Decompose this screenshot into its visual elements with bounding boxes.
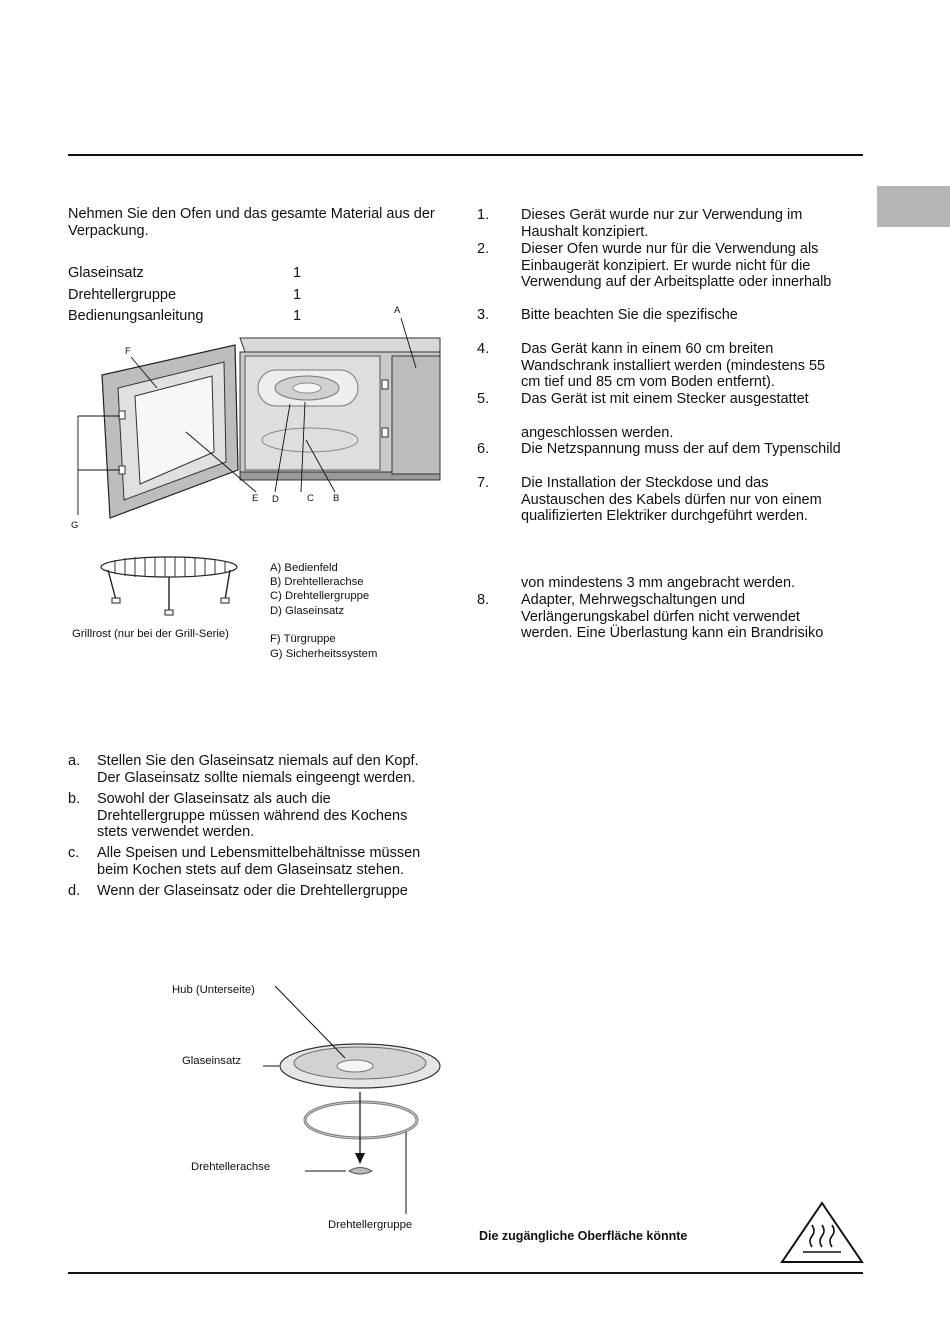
legend-item: G) Sicherheitssystem — [270, 648, 378, 660]
install-line: Wandschrank installiert werden (mindestens 55 — [521, 357, 826, 374]
install-line: werden. Eine Überlastung kann ein Brandrisiko — [521, 625, 824, 642]
legend-item: B) Drehtellerachse — [270, 576, 364, 588]
install-number: 6. — [477, 441, 490, 457]
oven-label-e: E — [252, 493, 259, 504]
note-line: stets verwendet werden. — [97, 824, 255, 841]
install-number: 2. — [477, 241, 490, 257]
install-line: qualifizierten Elektriker durchgeführt werden. — [521, 508, 808, 525]
oven-label-f: F — [125, 346, 131, 357]
note-line: Alle Speisen und Lebensmittelbehältnisse müssen — [97, 845, 421, 861]
legend-item: A) Bedienfeld — [270, 562, 338, 574]
install-number: 4. — [477, 341, 490, 357]
install-line: Adapter, Mehrwegschaltungen und — [521, 592, 746, 608]
axle-label: Drehtellerachse — [191, 1161, 271, 1173]
install-line: Dieses Gerät wurde nur zur Verwendung im — [521, 207, 803, 223]
part-qty: 1 — [293, 287, 302, 303]
install-line: von mindestens 3 mm angebracht werden. — [521, 574, 796, 591]
install-line: Das Gerät ist mit einem Stecker ausgestattet — [521, 391, 809, 407]
install-line: Einbaugerät konzipiert. Er wurde nicht für die — [521, 257, 811, 274]
oven-label-a: A — [394, 305, 401, 316]
install-line: Das Gerät kann in einem 60 cm breiten — [521, 341, 774, 357]
legend-item: F) Türgruppe — [270, 633, 336, 645]
glass-note-marker: d. — [68, 883, 81, 899]
install-line: Verlängerungskabel dürfen nicht verwendet — [521, 608, 800, 625]
glass-label: Glaseinsatz — [182, 1055, 242, 1067]
note-line: beim Kochen stets auf dem Glaseinsatz stehen. — [97, 861, 405, 878]
note-line: Wenn der Glaseinsatz oder die Drehtellergruppe — [97, 883, 408, 899]
note-line: Stellen Sie den Glaseinsatz niemals auf den Kopf. — [97, 753, 419, 769]
install-line: Die Netzspannung muss der auf dem Typenschild — [521, 441, 841, 457]
oven-label-b: B — [333, 493, 340, 504]
note-line: Drehtellergruppe müssen während des Kochens — [97, 807, 408, 824]
legend-item: D) Glaseinsatz — [270, 605, 345, 617]
install-line: Verwendung auf der Arbeitsplatte oder innerhalb — [521, 274, 832, 291]
oven-label-c: C — [307, 493, 314, 504]
install-number: 1. — [477, 207, 490, 223]
install-number: 3. — [477, 307, 490, 323]
install-line: angeschlossen werden. — [521, 424, 674, 441]
part-name: Drehtellergruppe — [68, 287, 177, 303]
part-name: Bedienungsanleitung — [68, 308, 204, 324]
install-line: Dieser Ofen wurde nur für die Verwendung als — [521, 241, 819, 257]
install-number: 5. — [477, 391, 490, 407]
glass-note-marker: a. — [68, 753, 81, 769]
part-qty: 1 — [293, 265, 302, 281]
part-qty: 1 — [293, 308, 302, 324]
install-number: 7. — [477, 475, 490, 491]
legend-item: C) Drehtellergruppe — [270, 590, 370, 602]
oven-label-g: G — [71, 520, 79, 531]
glass-note-marker: b. — [68, 791, 81, 807]
part-name: Glaseinsatz — [68, 265, 144, 281]
install-line: Haushalt konzipiert. — [521, 223, 649, 240]
glass-note-marker: c. — [68, 845, 80, 861]
note-line: Sowohl der Glaseinsatz als auch die — [97, 791, 331, 807]
grill-caption: Grillrost (nur bei der Grill-Serie) — [72, 628, 229, 640]
oven-label-d: D — [272, 494, 279, 505]
turntable-group-label: Drehtellergruppe — [328, 1219, 413, 1231]
unpack-intro: Nehmen Sie den Ofen und das gesamte Material aus der Verpackung. — [68, 206, 435, 239]
hot-surface-warning: Die zugängliche Oberfläche könnte — [479, 1229, 688, 1243]
install-line: Bitte beachten Sie die spezifische — [521, 307, 738, 323]
install-line: cm tief und 85 cm vom Boden entfernt). — [521, 374, 775, 391]
install-line: Austauschen des Kabels dürfen nur von einem — [521, 491, 822, 508]
note-line: Der Glaseinsatz sollte niemals eingeengt werden. — [97, 769, 416, 786]
hub-label: Hub (Unterseite) — [172, 984, 255, 996]
install-number: 8. — [477, 592, 490, 608]
install-line: Die Installation der Steckdose und das — [521, 475, 769, 491]
